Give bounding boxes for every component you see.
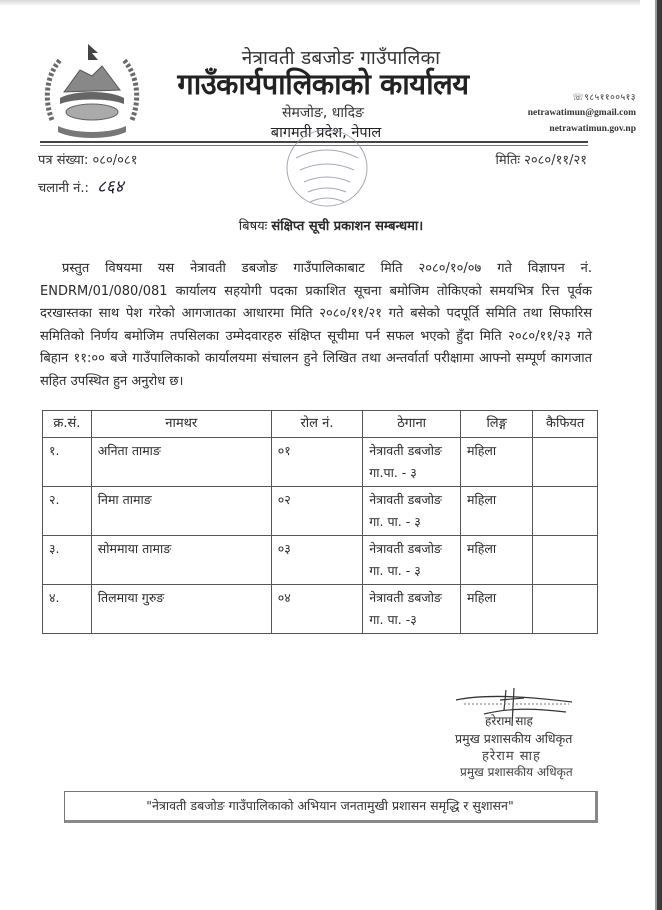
address-line-1: नेत्रावती डबजोङ: [369, 590, 442, 605]
letter-number: [38, 150, 137, 168]
footer-slogan: "नेत्रावती डबजोङ गाउँपालिकाको अभियान जनतामुखी प्रशासन समृद्धि र सुशासन": [64, 791, 598, 823]
letter-date: [495, 150, 587, 168]
address-line-2: गा. पा. - ३: [369, 563, 421, 578]
cell-name: तिलमाया गुरुङ: [91, 585, 271, 634]
table-row: [43, 438, 598, 487]
address-line-1: नेत्रावती डबजोङ: [369, 541, 442, 556]
dispatch-number-value: ८६४: [97, 177, 124, 197]
phone-value: ९८५११००५१३: [584, 93, 636, 103]
cell-gender: महिला: [461, 536, 533, 585]
cell-gender: महिला: [461, 438, 533, 487]
email-address: netrawatimun@gmail.com: [527, 108, 636, 118]
cell-remarks: [533, 585, 598, 634]
cell-roll: ०३: [271, 536, 363, 585]
phone-number: [572, 90, 636, 103]
cell-roll: ०४: [271, 585, 363, 634]
header-remarks: कैफियत: [533, 411, 598, 438]
address-line-1: नेत्रावती डबजोङ: [369, 443, 442, 458]
cell-roll: ०१: [271, 438, 363, 487]
header-roll: रोल नं.: [271, 411, 363, 438]
address-line-2: गा. पा. -३: [369, 612, 417, 627]
website: netrawatimun.gov.np: [549, 124, 636, 134]
dispatch-number: [38, 174, 124, 197]
letter-number-label: पत्र संख्या:: [38, 153, 89, 168]
cell-name: सोममाया तामाङ: [91, 536, 271, 585]
header-sn: क्र.सं.: [43, 411, 92, 438]
letter-number-value: ०८०/०८१: [92, 153, 138, 168]
candidate-table: [42, 410, 598, 634]
cell-name: निमा तामाङ: [91, 487, 271, 536]
scan-top-shade: [0, 0, 640, 6]
subject-line: [0, 216, 662, 234]
date-value: २०८०/११/२१: [524, 153, 587, 168]
address-line-2: गा. पा. - ३: [369, 514, 421, 529]
cell-remarks: [533, 438, 598, 487]
address-line-2: गा.पा. - ३: [369, 465, 417, 480]
cell-sn: ४.: [43, 585, 92, 634]
office-stamp-icon: [282, 128, 372, 218]
cell-sn: २.: [43, 487, 92, 536]
cell-address: [363, 536, 461, 585]
cell-remarks: [533, 487, 598, 536]
signatory-name-stamp: हरेराम साह: [482, 749, 541, 764]
signatory-name: हरेराम साह: [485, 714, 533, 728]
header-name: नामथर: [91, 411, 271, 438]
address-line-1: नेत्रावती डबजोङ: [369, 492, 442, 507]
body-paragraph: [40, 258, 592, 394]
header-gender: लिङ्ग: [461, 411, 533, 438]
office-name: गाउँकार्यपालिकाको कार्यालय: [177, 67, 469, 101]
phone-icon: ☏: [572, 93, 585, 103]
dispatch-number-label: चलानी नं.:: [38, 181, 89, 196]
scan-edge: [657, 0, 662, 910]
cell-sn: १.: [43, 438, 92, 487]
date-label: मितिः: [495, 153, 521, 168]
table-row: [43, 536, 598, 585]
municipality-name: नेत्रावती डबजोङ गाउँपालिका: [241, 47, 441, 69]
table-header-row: [43, 411, 598, 438]
office-location: सेमजोङ, धादिङ: [282, 105, 364, 121]
office-province: बागमती प्रदेश, नेपाल: [270, 125, 382, 141]
body-text: प्रस्तुत विषयमा यस नेत्रावती डबजोङ गाउँपालिकाबाट मिति २०८०/१०/०७ गते विज्ञापन नं. ENDRM/01/080/081 कार्यालय सहयोगी पदका प्रकाशित सूचना बमोजिम तोकिएको समयभित्र रित्त पूर्वक दरखास्तका साथ पेश गरेको आगजातका आधारमा मिति २०८०/११/२१ गते बसेको पदपूर्ति समिति तथा सिफारिस समितिको निर्णय बमोजिम तपसिलका उम्मेदवारहरु संक्षिप्त सूचीमा पर्न सफल भएको हुँदा मिति २०८०/११/२३ गते बिहान ११:०० बजे गाउँपालिकाको कार्यालयमा संचालन हुने लिखित तथा अन्तर्वार्ता परीक्षामा आफ्नो सम्पूर्ण कागजात सहित उपस्थित हुन अनुरोध छ।: [40, 261, 592, 389]
cell-roll: ०२: [271, 487, 363, 536]
cell-address: [363, 585, 461, 634]
cell-gender: महिला: [461, 487, 533, 536]
cell-remarks: [533, 536, 598, 585]
signatory-title: प्रमुख प्रशासकीय अधिकृत: [455, 731, 573, 746]
signatory-title-stamp: प्रमुख प्रशासकीय अधिकृत: [460, 765, 573, 779]
cell-address: [363, 438, 461, 487]
subject-text: संक्षिप्त सूची प्रकाशन सम्बन्धमा।: [271, 219, 424, 234]
cell-name: अनिता तामाङ: [91, 438, 271, 487]
table-row: [43, 487, 598, 536]
cell-address: [363, 487, 461, 536]
header-address: ठेगाना: [363, 411, 461, 438]
cell-gender: महिला: [461, 585, 533, 634]
subject-label: बिषयः: [238, 219, 268, 234]
table-row: [43, 585, 598, 634]
cell-sn: ३.: [43, 536, 92, 585]
